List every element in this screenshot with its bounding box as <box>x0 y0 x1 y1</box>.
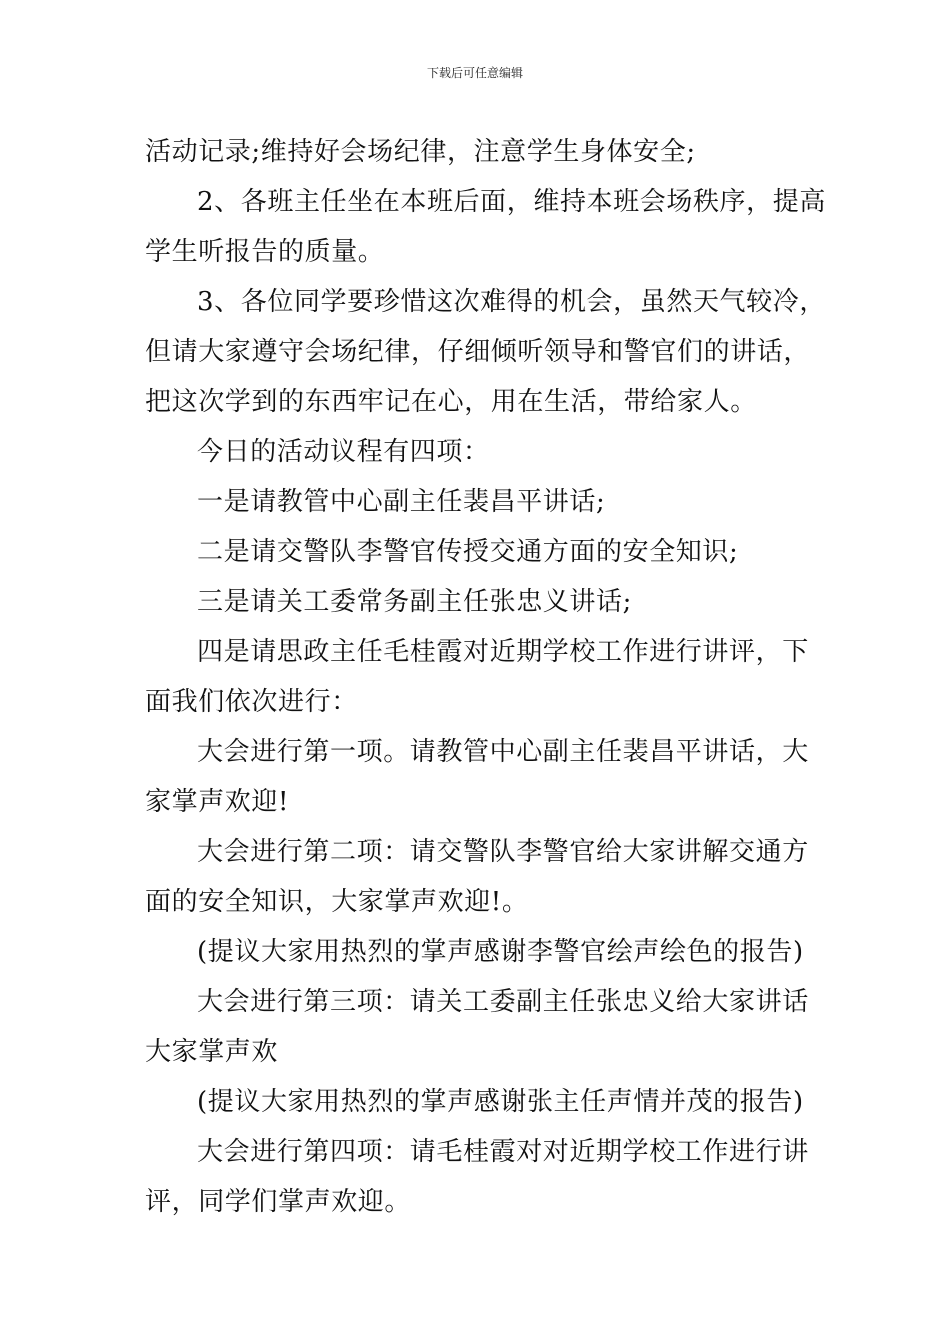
paragraph <box>145 827 810 927</box>
text-line: 面我们依次进行： <box>145 687 358 717</box>
text-line: 但请大家遵守会场纪律，仔细倾听领导和警官们的讲话， <box>145 337 811 367</box>
text-line: 家掌声欢迎! <box>145 787 290 817</box>
document-body <box>145 127 826 1227</box>
paragraph <box>145 1127 810 1227</box>
paragraph <box>145 627 810 727</box>
text-line: 大会进行第一项。请教管中心副主任裴昌平讲话，大 <box>197 737 809 767</box>
text-line: 活动记录;维持好会场纪律，注意学生身体安全; <box>145 137 696 167</box>
text-line: 评，同学们掌声欢迎。 <box>145 1187 412 1217</box>
paragraph <box>145 477 810 527</box>
paragraph <box>145 127 810 177</box>
text-line: 把这次学到的东西牢记在心，用在生活，带给家人。 <box>145 387 757 417</box>
paragraph <box>145 727 810 827</box>
text-line: 学生听报告的质量。 <box>145 237 385 267</box>
text-line: 2、各班主任坐在本班后面，维持本班会场秩序，提高 <box>197 187 826 217</box>
text-line: 大家掌声欢 <box>145 1037 279 1067</box>
paragraph <box>145 577 810 627</box>
page-header-note: 下载后可任意编辑 <box>426 66 523 80</box>
paragraph <box>145 177 826 277</box>
text-line: 二是请交警队李警官传授交通方面的安全知识; <box>197 537 739 567</box>
text-line: 一是请教管中心副主任裴昌平讲话; <box>197 487 606 517</box>
text-line: 大会进行第三项：请关工委副主任张忠义给大家讲话 <box>197 987 809 1017</box>
text-line: 三是请关工委常务副主任张忠义讲话; <box>197 587 632 617</box>
paragraph <box>145 527 810 577</box>
text-line: 四是请思政主任毛桂霞对近期学校工作进行讲评，下 <box>197 637 809 667</box>
paragraph <box>145 427 810 477</box>
paragraph <box>145 977 810 1077</box>
text-line: 今日的活动议程有四项： <box>197 437 490 467</box>
text-line: 3、各位同学要珍惜这次难得的机会，虽然天气较冷， <box>197 287 826 317</box>
text-line: (提议大家用热烈的掌声感谢张主任声情并茂的报告) <box>197 1087 804 1117</box>
text-line: 大会进行第二项：请交警队李警官给大家讲解交通方 <box>197 837 809 867</box>
paragraph <box>145 277 826 427</box>
text-line: 面的安全知识，大家掌声欢迎!。 <box>145 887 529 917</box>
paragraph <box>145 1077 810 1127</box>
text-line: 大会进行第四项：请毛桂霞对对近期学校工作进行讲 <box>197 1137 809 1167</box>
paragraph <box>145 927 810 977</box>
text-line: (提议大家用热烈的掌声感谢李警官绘声绘色的报告) <box>197 937 804 967</box>
